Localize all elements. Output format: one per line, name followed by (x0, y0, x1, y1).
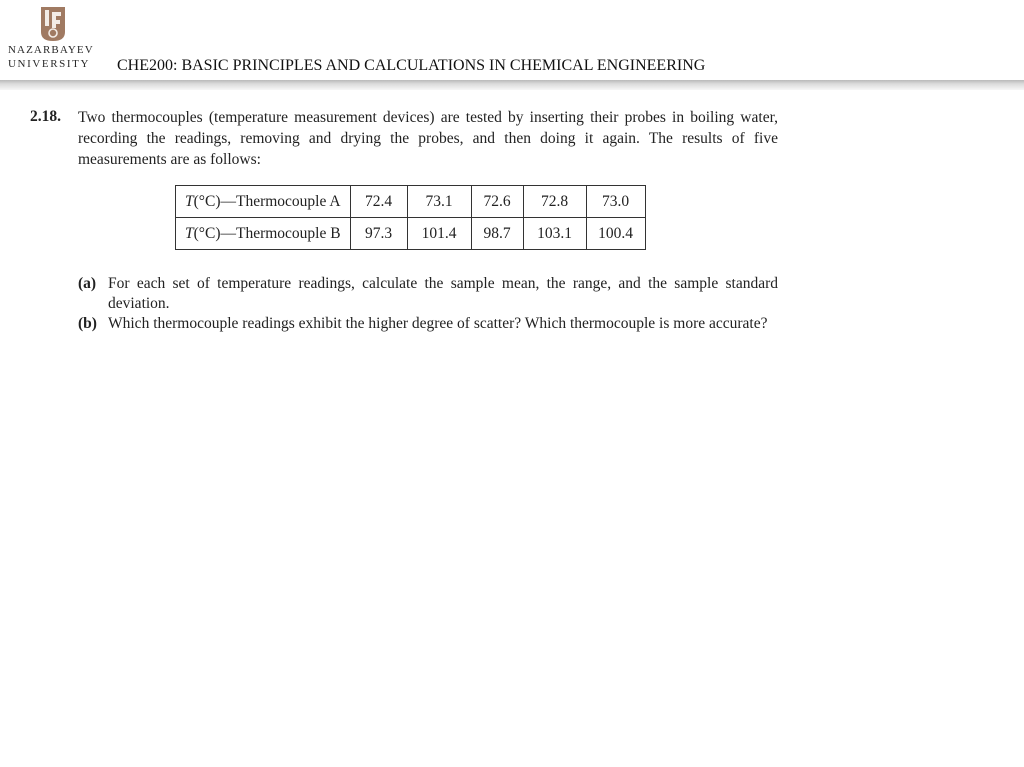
part-a (78, 274, 778, 314)
row-label (176, 218, 351, 250)
table-cell: 73.0 (586, 186, 645, 218)
part-a-letter: (a) (78, 275, 97, 292)
table-row (176, 218, 646, 250)
part-b (78, 314, 778, 334)
table-cell: 100.4 (586, 218, 645, 250)
table-cell: 97.3 (350, 218, 407, 250)
problem-statement: Two thermocouples (temperature measurement devices) are tested by inserting their probes in boiling water, recording the readings, removing and drying the probes, and then doing it again. The results of five measurements are as follows: (78, 109, 778, 168)
part-b-letter: (b) (78, 315, 97, 332)
table-cell: 73.1 (407, 186, 471, 218)
table-cell: 101.4 (407, 218, 471, 250)
table-cell: 72.6 (471, 186, 523, 218)
variable-symbol: T (185, 224, 194, 242)
table-row (176, 186, 646, 218)
table-cell: 103.1 (523, 218, 586, 250)
row-label-text: (°C)—Thermocouple A (193, 192, 341, 210)
row-label (176, 186, 351, 218)
table-cell: 98.7 (471, 218, 523, 250)
table-cell: 72.4 (350, 186, 407, 218)
part-a-text: For each set of temperature readings, calculate the sample mean, the range, and the sample standard deviation. (108, 275, 778, 312)
university-logo-icon (40, 6, 66, 42)
course-title: CHE200: BASIC PRINCIPLES AND CALCULATIONS IN CHEMICAL ENGINEERING (117, 57, 706, 74)
row-label-text: (°C)—Thermocouple B (193, 224, 341, 242)
variable-symbol: T (185, 192, 194, 210)
table-cell: 72.8 (523, 186, 586, 218)
problem-number: 2.18. (30, 108, 61, 125)
logo-text-line2: UNIVERSITY (8, 58, 90, 70)
part-b-text: Which thermocouple readings exhibit the higher degree of scatter? Which thermocouple is more accurate? (108, 315, 768, 332)
header-divider (0, 80, 1024, 90)
logo-text-line1: NAZARBAYEV (8, 44, 94, 56)
readings-table (175, 185, 646, 250)
